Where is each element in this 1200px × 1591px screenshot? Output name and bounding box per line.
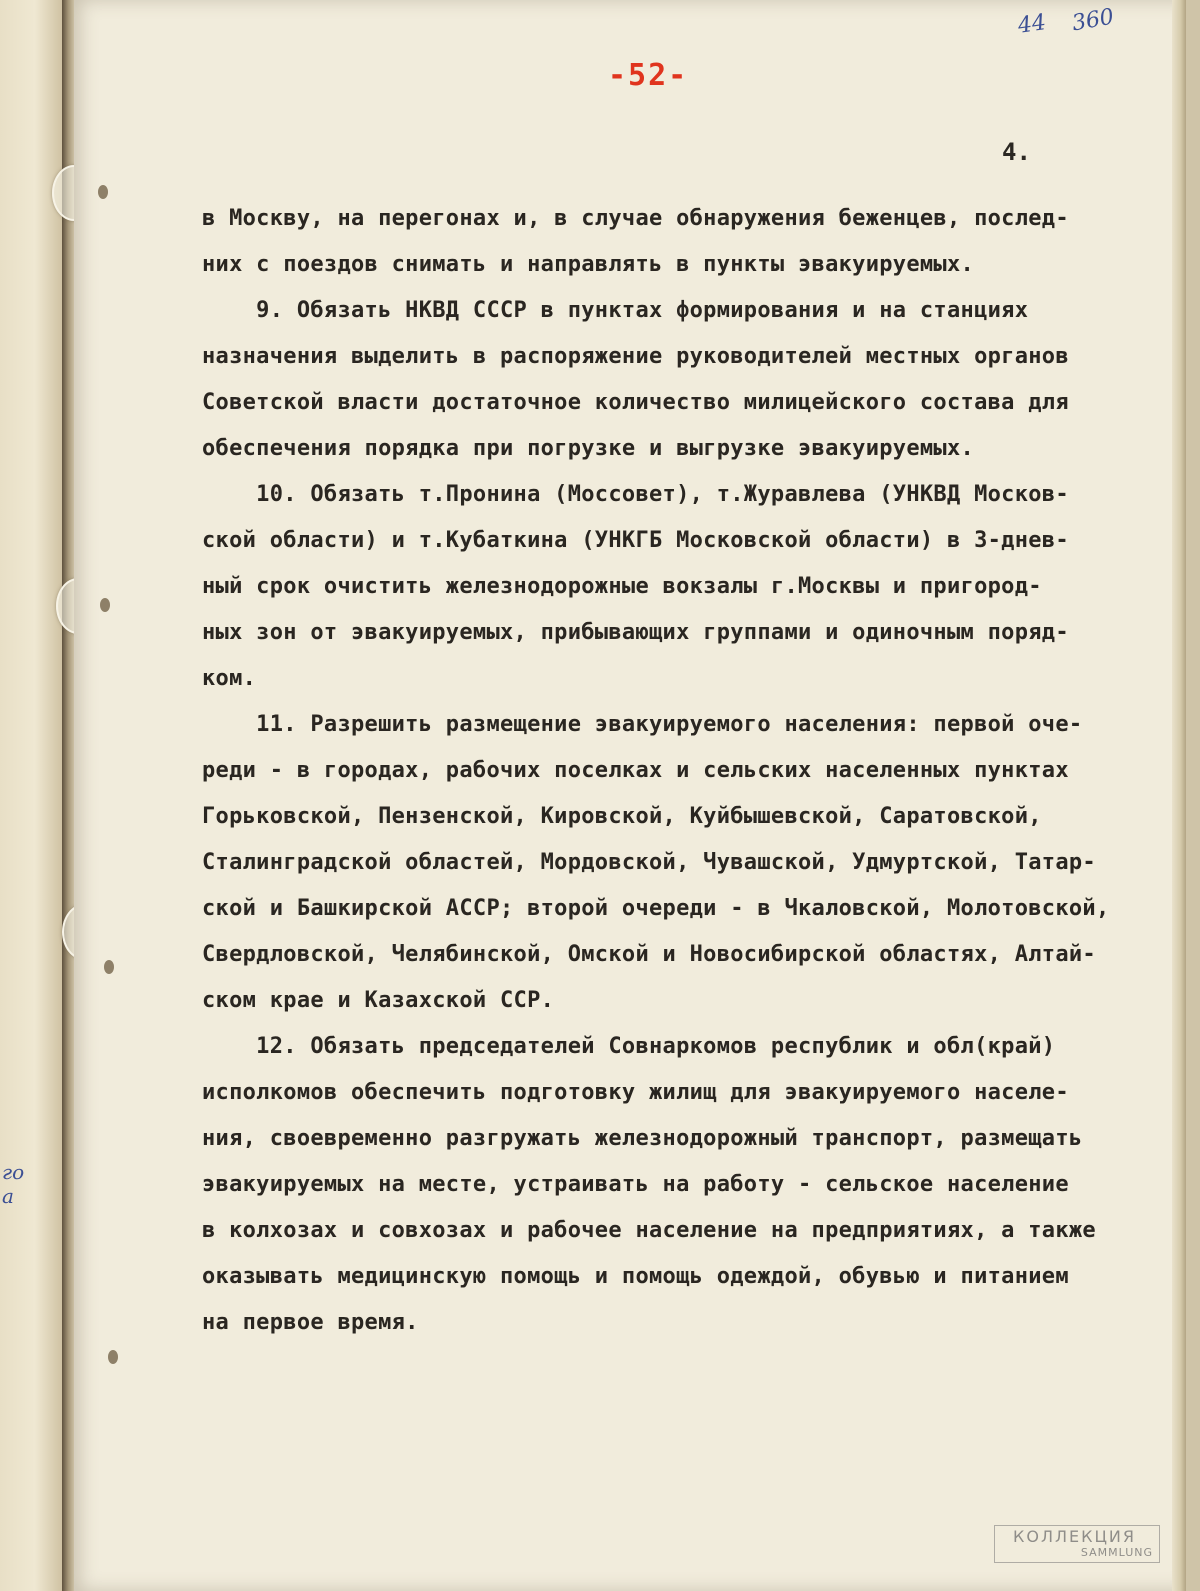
text-line: 11. Разрешить размещение эвакуируемого населения: первой оче-: [202, 712, 1083, 737]
text-line: в колхозах и совхозах и рабочее население на предприятиях, а также: [202, 1218, 1096, 1243]
text-line: ком.: [202, 666, 257, 691]
watermark-sub-text: SAMMLUNG: [1080, 1546, 1153, 1559]
text-line: 10. Обязать т.Пронина (Моссовет), т.Журавлева (УНКВД Москов-: [202, 482, 1069, 507]
text-line: ской и Башкирской АССР; второй очереди - в Чкаловской, Молотовской,: [202, 896, 1110, 921]
punch-hole-icon: [98, 185, 108, 199]
text-line: них с поездов снимать и направлять в пункты эвакуируемых.: [202, 252, 975, 277]
text-line: ный срок очистить железнодорожные вокзалы г.Москвы и пригород-: [202, 574, 1042, 599]
text-line: в Москву, на перегонах и, в случае обнаружения беженцев, послед-: [202, 206, 1069, 231]
text-line: 12. Обязать председателей Совнаркомов республик и обл(край): [202, 1034, 1056, 1059]
text-line: на первое время.: [202, 1310, 419, 1335]
collection-watermark: [994, 1525, 1160, 1563]
text-line: ском крае и Казахской ССР.: [202, 988, 555, 1013]
margin-annotation: го: [2, 1160, 25, 1184]
page-number: 4.: [1002, 138, 1031, 166]
archive-annotation: 44: [1016, 10, 1048, 39]
sheet-number: -52-: [608, 58, 689, 93]
document-body: [202, 196, 1110, 1346]
text-line: ных зон от эвакуируемых, прибывающих группами и одиночным поряд-: [202, 620, 1069, 645]
text-line: Сталинградской областей, Мордовской, Чувашской, Удмуртской, Татар-: [202, 850, 1096, 875]
text-line: 9. Обязать НКВД СССР в пунктах формирования и на станциях: [202, 298, 1029, 323]
binding-strip: [0, 0, 70, 1591]
text-line: обеспечения порядка при погрузке и выгрузке эвакуируемых.: [202, 436, 975, 461]
text-line: ния, своевременно разгружать железнодорожный транспорт, размещать: [202, 1126, 1083, 1151]
text-line: оказывать медицинскую помощь и помощь одеждой, обувью и питанием: [202, 1264, 1069, 1289]
punch-hole-icon: [104, 960, 114, 974]
text-line: Свердловской, Челябинской, Омской и Новосибирской областях, Алтай-: [202, 942, 1096, 967]
punch-hole-icon: [108, 1350, 118, 1364]
text-line: назначения выделить в распоряжение руководителей местных органов: [202, 344, 1069, 369]
text-line: ской области) и т.Кубаткина (УНКГБ Московской области) в 3-днев-: [202, 528, 1069, 553]
page-right-edge: [1172, 0, 1186, 1591]
watermark-main-text: КОЛЛЕКЦИЯ: [1013, 1527, 1136, 1546]
text-line: реди - в городах, рабочих поселках и сельских населенных пунктах: [202, 758, 1069, 783]
margin-annotation: а: [2, 1184, 14, 1208]
archive-annotation: 360: [1070, 4, 1116, 37]
text-line: Советской власти достаточное количество милицейского состава для: [202, 390, 1069, 415]
text-line: исполкомов обеспечить подготовку жилищ для эвакуируемого населе-: [202, 1080, 1069, 1105]
text-line: эвакуируемых на месте, устраивать на работу - сельское население: [202, 1172, 1069, 1197]
text-line: Горьковской, Пензенской, Кировской, Куйбышевской, Саратовской,: [202, 804, 1042, 829]
punch-hole-icon: [100, 598, 110, 612]
